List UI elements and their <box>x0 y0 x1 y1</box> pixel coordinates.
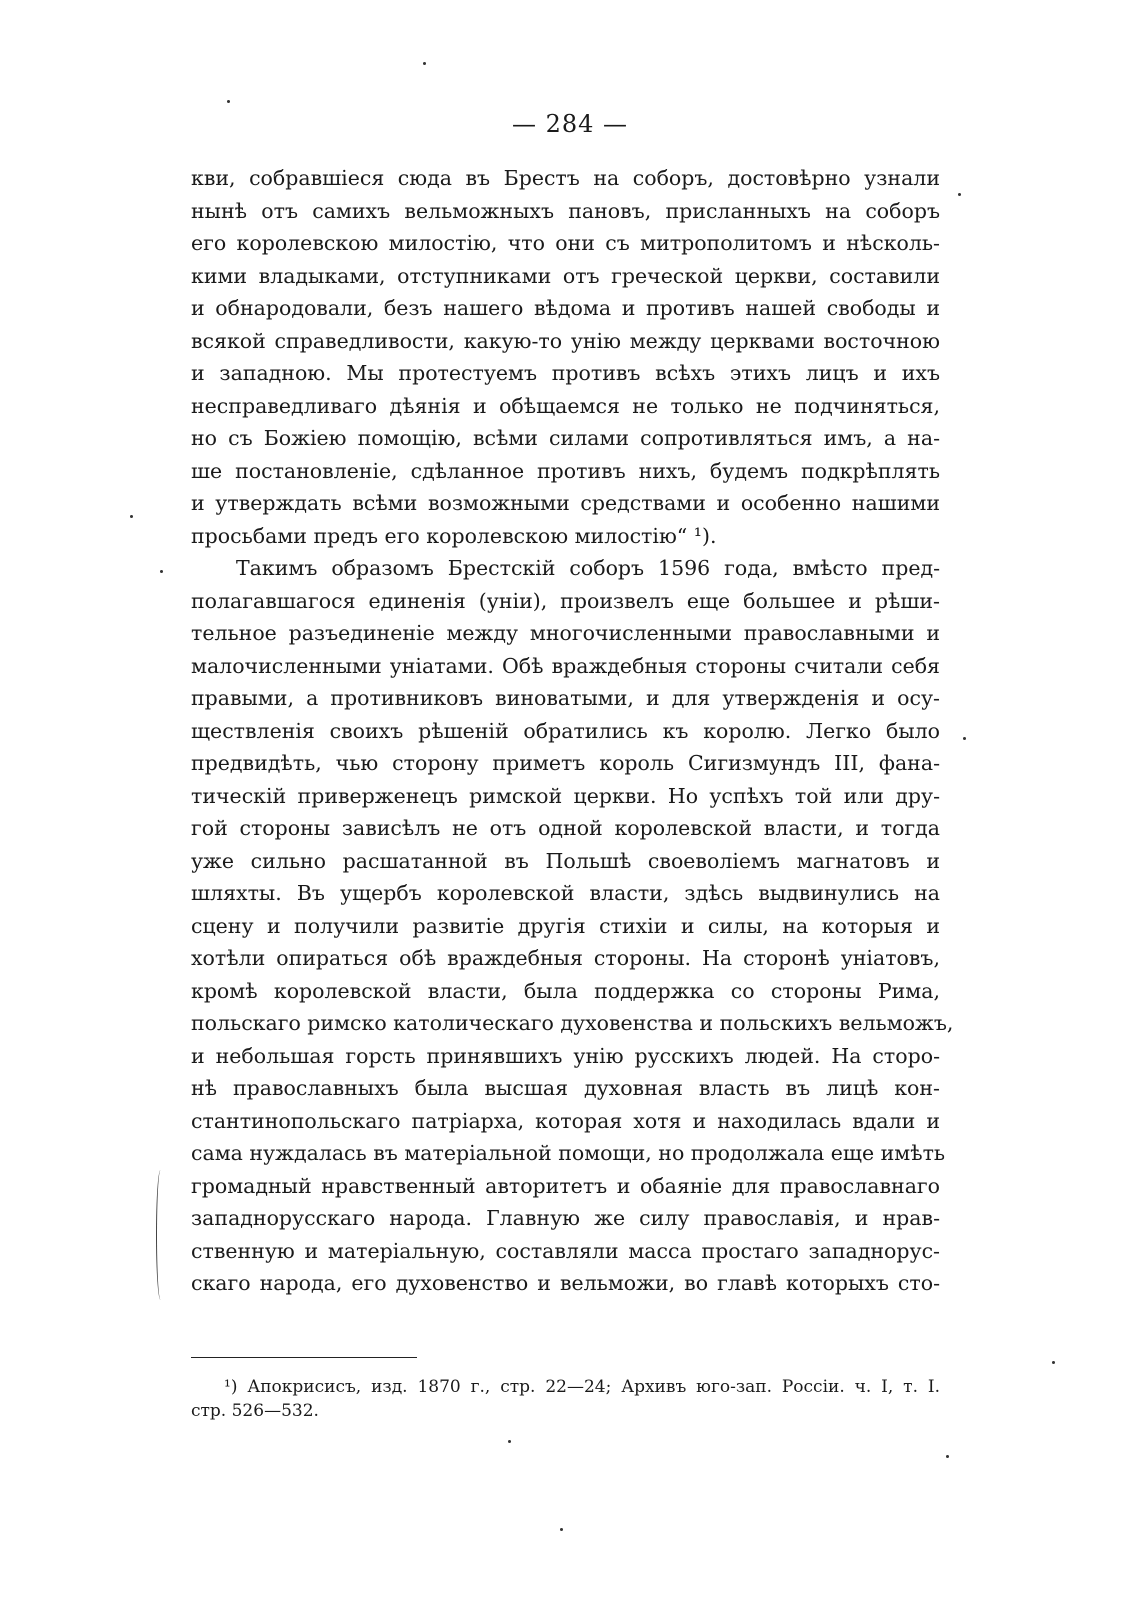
page-number: — 284 — <box>511 110 629 138</box>
text-line: гой стороны зависѣлъ не отъ одной королевской власти, и тогда <box>191 816 940 840</box>
scan-speck <box>227 100 230 103</box>
text-line: но съ Божіею помощію, всѣми силами сопротивляться имъ, а на- <box>191 426 940 450</box>
text-line: и утверждать всѣми возможными средствами и особенно нашими <box>191 491 940 515</box>
scan-speck <box>958 193 961 196</box>
text-line: ше постановленіе, сдѣланное противъ нихъ, будемъ подкрѣплять <box>191 459 940 483</box>
text-line: правыми, а противниковъ виноватыми, и для утвержденія и осу- <box>191 686 940 710</box>
scan-speck <box>130 515 133 518</box>
text-line: кими владыками, отступниками отъ греческой церкви, составили <box>191 264 940 288</box>
text-line: хотѣли опираться обѣ враждебныя стороны. На сторонѣ уніатовъ, <box>191 946 940 970</box>
text-line: малочисленными уніатами. Обѣ враждебныя стороны считали себя <box>191 654 940 678</box>
text-line: кви, собравшіеся сюда въ Брестъ на соборъ, достовѣрно узнали <box>191 166 940 190</box>
scan-speck <box>160 570 163 573</box>
margin-mark <box>156 1170 165 1300</box>
text-line: сцену и получили развитіе другія стихіи и силы, на которыя и <box>191 914 940 938</box>
text-line: тическій приверженецъ римской церкви. Но успѣхъ той или дру- <box>191 784 940 808</box>
footnote-line: стр. 526—532. <box>191 1401 319 1421</box>
text-line: просьбами предъ его королевскою милостію“ ¹). <box>191 524 717 548</box>
text-line: полагавшагося единенія (уніи), произвелъ еще большее и рѣши- <box>191 589 940 613</box>
text-line: и обнародовали, безъ нашего вѣдома и противъ нашей свободы и <box>191 296 940 320</box>
scan-speck <box>1052 1361 1055 1364</box>
text-line: его королевскою милостію, что они съ митрополитомъ и нѣсколь- <box>191 231 940 255</box>
text-line: и западною. Мы протестуемъ противъ всѣхъ этихъ лицъ и ихъ <box>191 361 940 385</box>
text-line: скаго народа, его духовенство и вельможи, во главѣ которыхъ сто- <box>191 1271 940 1295</box>
text-line: предвидѣть, чью сторону приметъ король Сигизмундъ III, фана- <box>191 751 940 775</box>
text-line: польскаго римско католическаго духовенства и польскихъ вельможъ, <box>191 1011 954 1035</box>
footnote-line: ¹) Апокрисисъ, изд. 1870 г., стр. 22—24; Архивъ юго-зап. Россіи. ч. I, т. I. <box>224 1377 940 1397</box>
scan-speck <box>560 1528 563 1531</box>
text-line: и небольшая горсть принявшихъ унію русскихъ людей. На сторо- <box>191 1044 940 1068</box>
text-line: громадный нравственный авторитетъ и обаяніе для православнаго <box>191 1174 940 1198</box>
scan-speck <box>423 62 426 65</box>
text-line: кромѣ королевской власти, была поддержка со стороны Рима, <box>191 979 940 1003</box>
text-line: шляхты. Въ ущербъ королевской власти, здѣсь выдвинулись на <box>191 881 940 905</box>
text-line: несправедливаго дѣянія и обѣщаемся не только не подчиняться, <box>191 394 940 418</box>
text-line: тельное разъединеніе между многочисленными православными и <box>191 621 940 645</box>
paragraph-start: Такимъ образомъ Брестскій соборъ 1596 года, вмѣсто пред- <box>236 556 940 580</box>
text-line: всякой справедливости, какую-то унію между церквами восточною <box>191 329 940 353</box>
text-line: ществленія своихъ рѣшеній обратились къ королю. Легко было <box>191 719 940 743</box>
text-line: нынѣ отъ самихъ вельможныхъ пановъ, присланныхъ на соборъ <box>191 199 940 223</box>
text-line: нѣ православныхъ была высшая духовная власть въ лицѣ кон- <box>191 1076 940 1100</box>
text-line: сама нуждалась въ матеріальной помощи, но продолжала еще имѣть <box>191 1141 946 1165</box>
scan-speck <box>946 1455 949 1458</box>
text-line: стантинопольскаго патріарха, которая хотя и находилась вдали и <box>191 1109 940 1133</box>
text-line: уже сильно расшатанной въ Польшѣ своеволіемъ магнатовъ и <box>191 849 940 873</box>
scan-speck <box>963 737 966 740</box>
text-line: западнорусскаго народа. Главную же силу православія, и нрав- <box>191 1206 940 1230</box>
text-line: ственную и матеріальную, составляли масса простаго западнорус- <box>191 1239 940 1263</box>
footnote-rule <box>191 1357 417 1358</box>
scan-speck <box>508 1440 511 1443</box>
